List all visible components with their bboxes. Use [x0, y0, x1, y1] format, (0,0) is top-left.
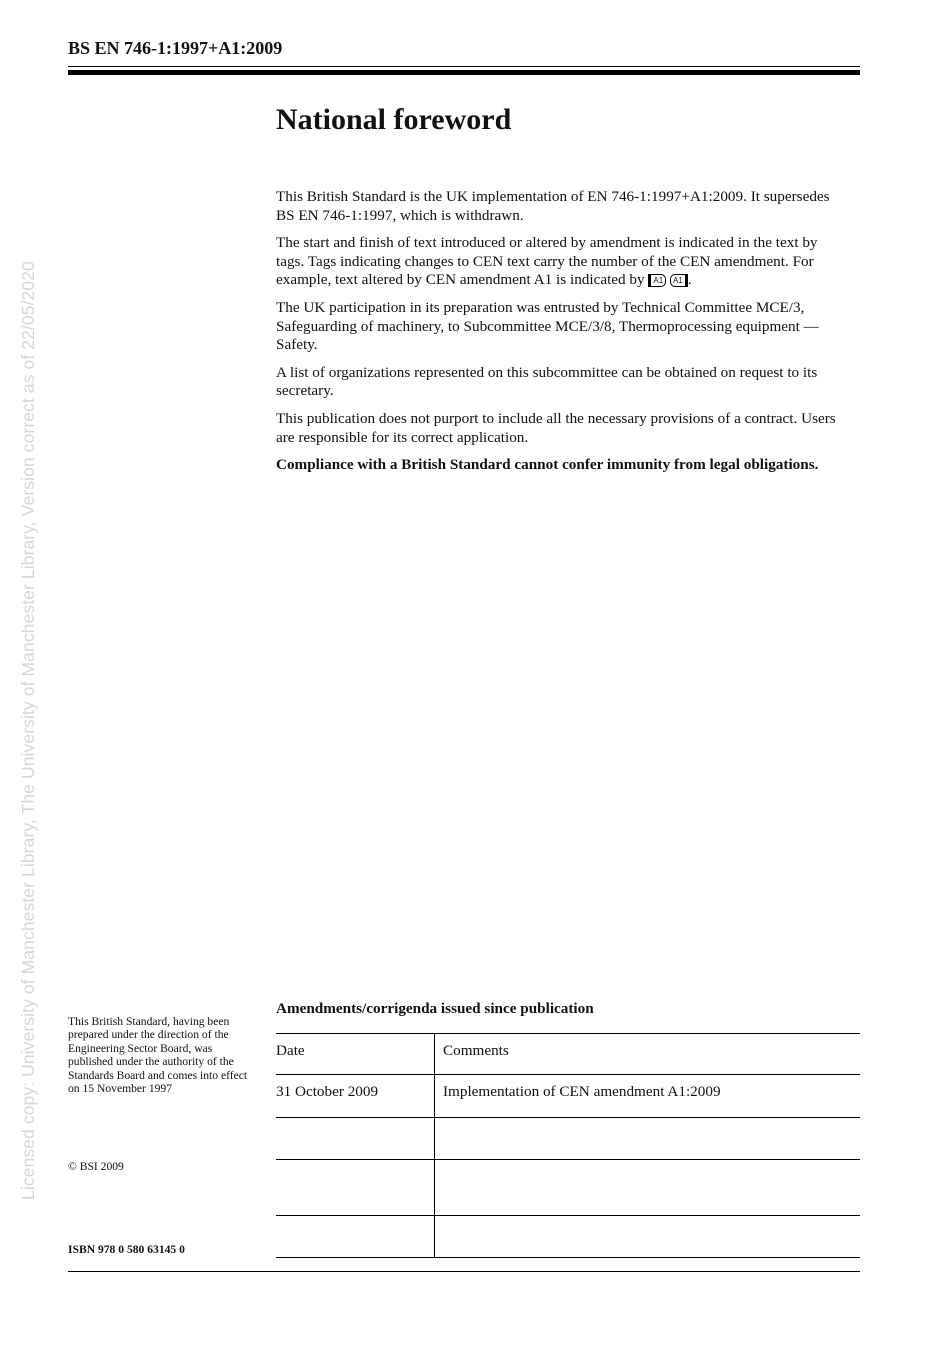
amendment-date	[276, 1160, 435, 1216]
paragraph-participation: The UK participation in its preparation was entrusted by Technical Committee MCE/3, Safeguarding of machinery, to Subcommittee MCE/3/8, Thermoprocessing equipment — Safety.	[276, 298, 819, 354]
paragraph-tags-text: The start and finish of text introduced or altered by amendment is indicated in the text by tags. Tags indicating changes to CEN text carry the number of the CEN amendment. For example, text altered by CEN amendment A1 is indicated by	[276, 234, 818, 289]
paragraph-implementation: This British Standard is the UK implementation of EN 746-1:1997+A1:2009. It supersedes BS EN 746-1:1997, which is withdrawn.	[276, 188, 830, 224]
copyright-notice: © BSI 2009	[68, 1160, 124, 1173]
paragraph-tags: The start and finish of text introduced or altered by amendment is indicated in the text by tags. Tags indicating changes to CEN text carry the number of the CEN amendment. For example, text altered by CEN amendment A1 is indicated by A1 A1 .	[276, 234, 818, 289]
amendment-date	[276, 1216, 435, 1258]
table-header-row	[276, 1034, 860, 1075]
watermark-text: Licensed copy: University of Manchester Library, The University of Manchester Library, Version correct as of 22/05/2020	[18, 261, 38, 1200]
paragraph-provisions: This publication does not purport to include all the necessary provisions of a contract. Users are responsible for its correct application.	[276, 409, 836, 446]
amendment-date: 31 October 2009	[276, 1075, 435, 1118]
paragraph-organizations: A list of organizations represented on this subcommittee can be obtained on request to its secretary.	[276, 363, 818, 400]
amendment-comment	[435, 1118, 861, 1160]
amendment-open-tag-icon: A1	[648, 274, 666, 287]
column-header-date: Date	[276, 1034, 435, 1075]
table-row	[276, 1160, 860, 1216]
authority-note: This British Standard, having been prepared under the direction of the Engineering Sector Board, was published under the authority of the Standards Board and comes into effect on 15 November 1997	[68, 1015, 248, 1096]
column-header-comments: Comments	[435, 1034, 861, 1075]
foreword-section	[276, 100, 846, 484]
page-title: National foreword	[276, 103, 512, 136]
amendment-comment: Implementation of CEN amendment A1:2009	[435, 1075, 861, 1118]
amendment-comment	[435, 1216, 861, 1258]
isbn-number: ISBN 978 0 580 63145 0	[68, 1243, 185, 1256]
table-row	[276, 1118, 860, 1160]
header-rule-thin	[68, 66, 860, 67]
amendments-title: Amendments/corrigenda issued since publication	[276, 1000, 594, 1017]
amendment-comment	[435, 1160, 861, 1216]
footer-rule	[68, 1271, 860, 1272]
table-row	[276, 1075, 860, 1118]
table-row	[276, 1216, 860, 1258]
document-code: BS EN 746-1:1997+A1:2009	[68, 38, 283, 58]
license-watermark	[0, 0, 40, 1345]
amendment-close-tag-icon: A1	[670, 274, 688, 287]
amendment-date	[276, 1118, 435, 1160]
amendments-table	[276, 1033, 860, 1258]
compliance-statement: Compliance with a British Standard cannot confer immunity from legal obligations.	[276, 456, 819, 474]
header-rule-thick	[68, 70, 860, 75]
